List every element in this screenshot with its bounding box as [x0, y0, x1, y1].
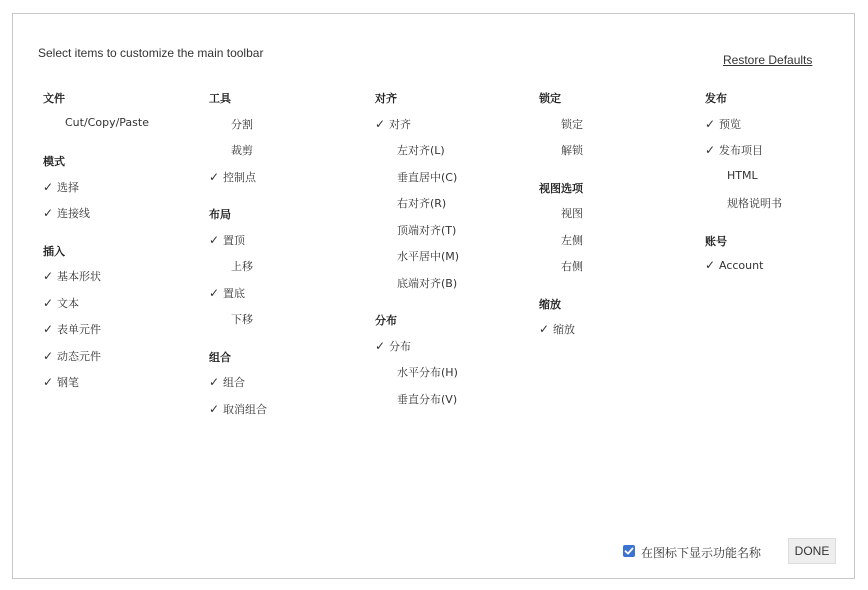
- toolbar-item-label: 左侧: [561, 233, 583, 247]
- toolbar-item-label: Cut/Copy/Paste: [65, 115, 149, 129]
- toolbar-item-label: 水平分布(H): [397, 366, 458, 379]
- toolbar-item[interactable]: [65, 116, 149, 129]
- group-heading: 缩放: [539, 297, 561, 311]
- group-heading: 对齐: [375, 92, 397, 105]
- checkmark-icon: [623, 545, 635, 557]
- toolbar-item-label: 右对齐(R): [397, 197, 447, 210]
- toolbar-item-label: 裁剪: [231, 144, 253, 157]
- done-button[interactable]: DONE: [788, 538, 836, 564]
- toolbar-item[interactable]: [43, 179, 79, 195]
- toolbar-item-label: 取消组合: [223, 402, 267, 416]
- toolbar-item[interactable]: [43, 268, 101, 284]
- toolbar-item-label: 分布: [389, 339, 411, 353]
- group-heading: 文件: [43, 92, 65, 105]
- checkmark-icon: ✓: [43, 295, 54, 310]
- toolbar-item[interactable]: [561, 232, 583, 248]
- toolbar-item[interactable]: [209, 401, 267, 417]
- toolbar-item-label: 上移: [231, 260, 253, 273]
- toolbar-item[interactable]: [231, 116, 253, 132]
- group-heading: 工具: [209, 92, 231, 105]
- toolbar-item-label: 动态元件: [57, 349, 101, 363]
- toolbar-item[interactable]: [231, 311, 253, 327]
- customize-toolbar-dialog: [12, 13, 855, 579]
- toolbar-item[interactable]: [209, 374, 245, 390]
- toolbar-item[interactable]: [397, 248, 459, 264]
- toolbar-item-label: 左对齐(L): [397, 144, 445, 157]
- toolbar-item-label: 对齐: [389, 117, 411, 131]
- toolbar-item[interactable]: [397, 275, 457, 291]
- checkmark-icon: ✓: [209, 285, 220, 300]
- toolbar-item-label: 连接线: [57, 207, 90, 220]
- show-labels-text: 在图标下显示功能名称: [641, 546, 762, 560]
- checkmark-icon: ✓: [375, 116, 386, 131]
- toolbar-item-label: 缩放: [553, 323, 575, 336]
- checkmark-icon: ✓: [43, 375, 54, 389]
- group-heading: 分布: [375, 314, 397, 327]
- toolbar-item-label: 视图: [561, 207, 583, 220]
- group-heading: 视图选项: [539, 181, 583, 195]
- toolbar-item[interactable]: [705, 258, 763, 272]
- toolbar-item-label: Account: [719, 259, 764, 272]
- group-heading: 组合: [209, 350, 231, 364]
- group-heading: 锁定: [539, 92, 561, 105]
- toolbar-item-label: 垂直居中(C): [397, 170, 458, 184]
- toolbar-item-label: 预览: [719, 117, 741, 131]
- toolbar-item[interactable]: [727, 195, 782, 211]
- group-heading: 布局: [209, 208, 231, 221]
- checkmark-icon: ✓: [705, 116, 716, 131]
- checkmark-icon: ✓: [43, 179, 54, 194]
- checkmark-icon: ✓: [375, 338, 386, 353]
- group-heading: 插入: [43, 244, 65, 258]
- group-heading: 发布: [705, 92, 727, 105]
- checkmark-icon: ✓: [43, 206, 54, 220]
- toolbar-item[interactable]: [209, 285, 245, 301]
- toolbar-item[interactable]: [397, 169, 457, 185]
- toolbar-item[interactable]: [375, 116, 411, 132]
- toolbar-item[interactable]: [43, 205, 90, 221]
- checkmark-icon: ✓: [209, 401, 220, 416]
- toolbar-item[interactable]: [231, 142, 253, 158]
- toolbar-item[interactable]: [705, 116, 741, 132]
- checkmark-icon: ✓: [209, 169, 220, 184]
- checkmark-icon: ✓: [539, 322, 550, 336]
- toolbar-item-label: 锁定: [561, 117, 583, 131]
- show-labels-checkbox[interactable]: [623, 545, 635, 557]
- toolbar-item[interactable]: [397, 195, 446, 211]
- toolbar-item[interactable]: [43, 321, 101, 337]
- toolbar-item-label: HTML: [727, 168, 758, 182]
- instruction-text: Select items to customize the main toolbar: [38, 46, 264, 60]
- toolbar-item-label: 表单元件: [57, 323, 101, 336]
- toolbar-item[interactable]: [43, 348, 101, 364]
- checkmark-icon: ✓: [209, 232, 220, 247]
- toolbar-item[interactable]: [397, 391, 457, 407]
- toolbar-item-label: 下移: [231, 313, 253, 326]
- toolbar-item[interactable]: [375, 338, 411, 354]
- toolbar-item-label: 解锁: [561, 144, 583, 157]
- toolbar-item[interactable]: [561, 142, 583, 158]
- toolbar-item-label: 水平居中(M): [397, 250, 460, 263]
- toolbar-item[interactable]: [539, 321, 575, 337]
- group-heading: 模式: [43, 155, 65, 168]
- toolbar-item[interactable]: [561, 116, 583, 132]
- toolbar-item[interactable]: [397, 222, 456, 238]
- toolbar-item[interactable]: [209, 232, 245, 248]
- toolbar-item-label: 顶端对齐(T): [397, 223, 457, 237]
- checkmark-icon: ✓: [43, 269, 54, 283]
- checkmark-icon: ✓: [43, 322, 54, 336]
- toolbar-item-label: 选择: [57, 180, 79, 194]
- toolbar-item-label: 置底: [223, 286, 245, 300]
- toolbar-item-label: 置顶: [223, 233, 245, 247]
- toolbar-item-label: 控制点: [223, 170, 256, 184]
- toolbar-item-label: 垂直分布(V): [397, 392, 458, 406]
- toolbar-item-label: 发布项目: [719, 144, 763, 157]
- toolbar-item[interactable]: [43, 374, 79, 390]
- group-heading: 账号: [705, 234, 727, 248]
- toolbar-item-label: 文本: [57, 296, 79, 310]
- toolbar-item[interactable]: [43, 295, 79, 311]
- toolbar-item[interactable]: [209, 169, 256, 185]
- toolbar-item-label: 组合: [223, 376, 245, 389]
- toolbar-item-label: 基本形状: [57, 270, 101, 283]
- toolbar-item-label: 规格说明书: [727, 197, 782, 210]
- checkmark-icon: ✓: [705, 258, 716, 272]
- checkmark-icon: ✓: [43, 348, 54, 363]
- checkmark-icon: ✓: [705, 143, 716, 157]
- toolbar-item-label: 右侧: [561, 260, 583, 273]
- toolbar-item-label: 钢笔: [57, 376, 79, 389]
- checkmark-icon: ✓: [209, 375, 220, 389]
- toolbar-item-label: 分割: [231, 117, 253, 131]
- restore-defaults-link[interactable]: Restore Defaults: [723, 53, 813, 67]
- toolbar-item-label: 底端对齐(B): [397, 276, 458, 290]
- toolbar-item[interactable]: [231, 258, 253, 274]
- toolbar-item[interactable]: [705, 142, 763, 158]
- toolbar-item[interactable]: [397, 142, 445, 158]
- toolbar-item[interactable]: [561, 205, 583, 221]
- toolbar-item[interactable]: [727, 169, 758, 182]
- toolbar-item[interactable]: [561, 258, 583, 274]
- toolbar-item[interactable]: [397, 364, 458, 380]
